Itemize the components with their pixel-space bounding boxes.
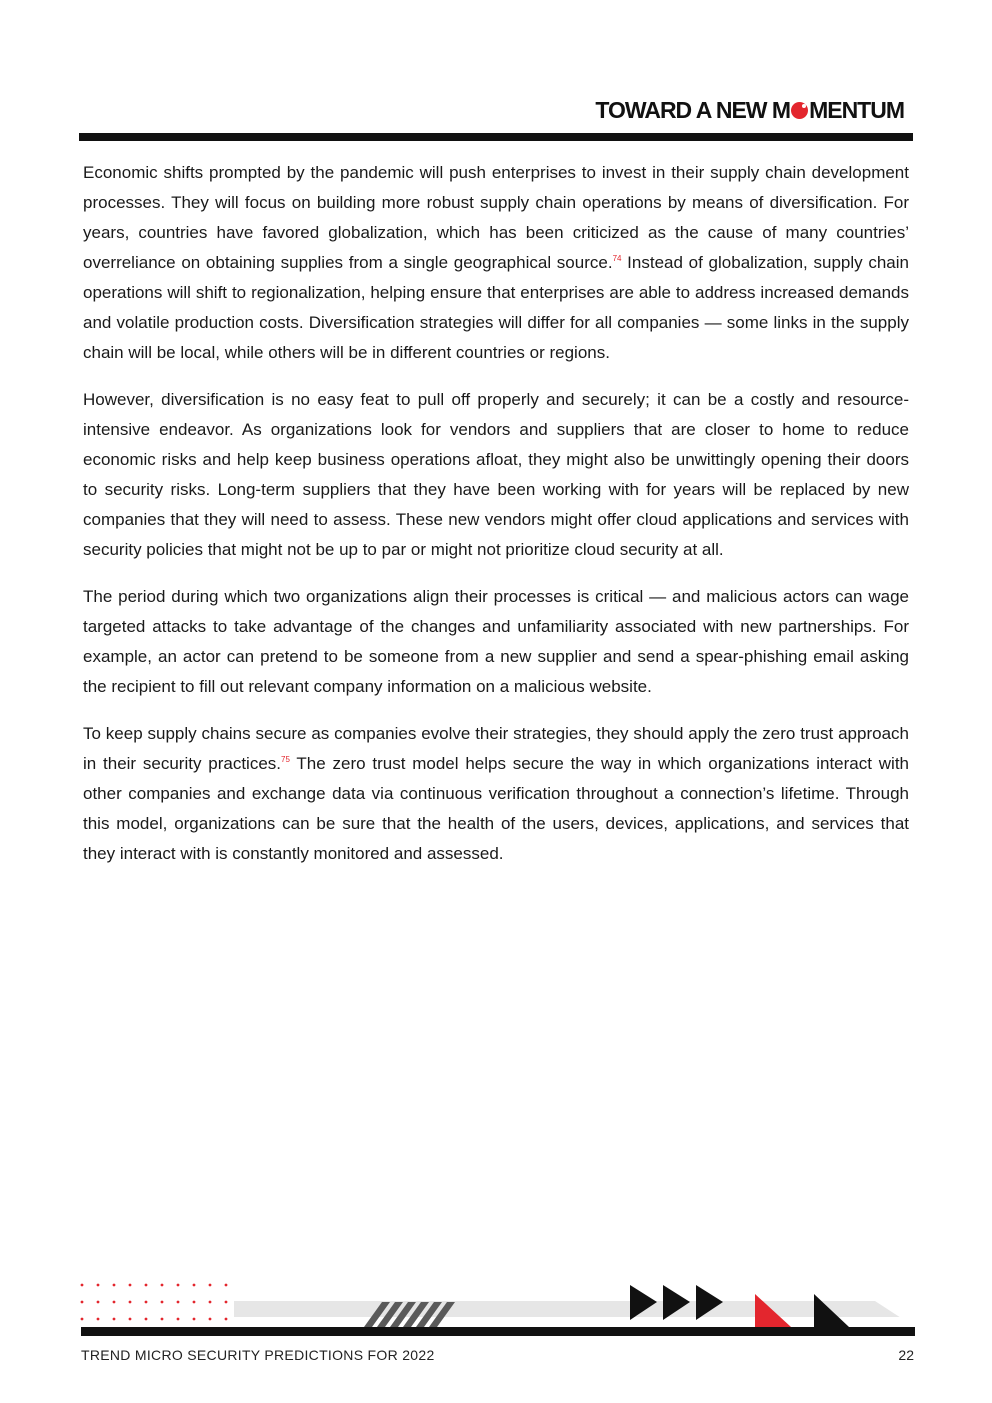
footer-publication-title: TREND MICRO SECURITY PREDICTIONS FOR 2022 bbox=[81, 1347, 435, 1363]
momentum-o-icon bbox=[791, 102, 808, 119]
header-title-start: TOWARD A NEW M bbox=[595, 97, 791, 123]
header-rule bbox=[79, 133, 913, 141]
footnote-ref-75[interactable]: 75 bbox=[281, 755, 290, 764]
footer-rule bbox=[81, 1327, 915, 1336]
paragraph-4-text: To keep supply chains secure as companies evolve their strategies, they should apply the zero trust approach in their security practices. bbox=[83, 724, 909, 773]
footnote-ref-74[interactable]: 74 bbox=[612, 254, 622, 263]
paragraph-1-text: Economic shifts prompted by the pandemic will push enterprises to invest in their supply chain development processes. They will focus on building more robust supply chain operations by means of diversification. For years, countries have favored globalization, which has been criticized as the cause of many countries’ overreliance on obtaining supplies from a single geographical source. bbox=[83, 163, 909, 272]
gray-band bbox=[234, 1301, 915, 1317]
footer-decoration bbox=[79, 1281, 915, 1341]
paragraph-1-text-cont: Instead of globalization, supply chain operations will shift to regionalization, helping ensure that enterprises are able to address increased demands and volatile production costs. Diversification strategies will differ for all companies — some links in the supply chain will be local, while others will be in different countries or regions. bbox=[83, 253, 909, 362]
paragraph-2: However, diversification is no easy feat to pull off properly and securely; it can be a costly and resource-intensive endeavor. As organizations look for vendors and suppliers that are closer to home to reduce economic risks and help keep business operations afloat, they might also be unwittingly opening their doors to security risks. Long-term suppliers that they have been working with for years will be replaced by new companies that they will need to assess. These new vendors might offer cloud applications and services with security policies that might not be up to par or might not prioritize cloud security at all. bbox=[83, 390, 909, 559]
paragraph-1 bbox=[83, 158, 909, 368]
paragraph-4-text-cont: The zero trust model helps secure the way in which organizations interact with other companies and exchange data via continuous verification throughout a connection’s lifetime. Through this model, organizations can be sure that the health of the users, devices, applications, and services that they interact with is constantly monitored and assessed. bbox=[83, 754, 909, 863]
red-dot-grid bbox=[81, 1284, 228, 1321]
paragraph-3: The period during which two organizations align their processes is critical — and malicious actors can wage targeted attacks to take advantage of the changes and unfamiliarity associated with new partnerships. For example, an actor can pretend to be someone from a new supplier and send a spear-phishing email asking the recipient to fill out relevant company information on a malicious website. bbox=[83, 587, 909, 696]
paragraph-4 bbox=[83, 719, 909, 869]
header-title bbox=[595, 96, 904, 124]
main-content bbox=[83, 158, 909, 886]
page-number: 22 bbox=[898, 1347, 914, 1363]
header-title-end: MENTUM bbox=[809, 97, 904, 123]
